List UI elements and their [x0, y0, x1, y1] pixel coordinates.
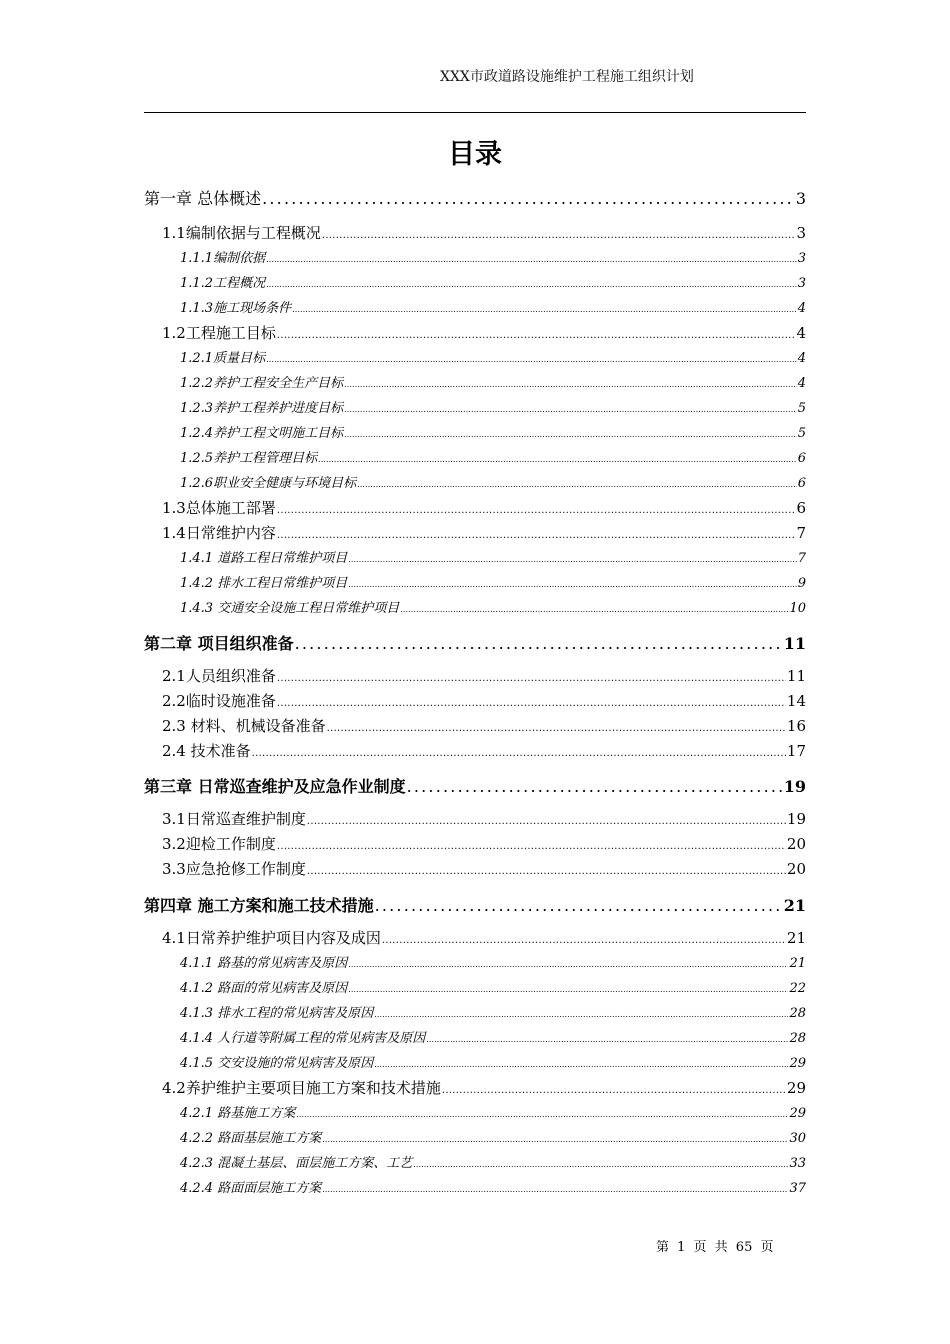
toc-dot-leader: [266, 351, 797, 366]
toc-entry[interactable]: [180, 397, 806, 416]
toc-entry-page-number: 33: [789, 1156, 806, 1171]
toc-dot-leader: [307, 810, 786, 828]
toc-entry[interactable]: [180, 547, 806, 566]
toc-entry-page-number: 14: [786, 692, 806, 710]
toc-entry[interactable]: [180, 1127, 806, 1146]
toc-entry[interactable]: [144, 186, 806, 209]
toc-entry[interactable]: [180, 247, 806, 266]
toc-entry[interactable]: [162, 322, 806, 343]
toc-entry-page-number: 7: [796, 524, 806, 542]
toc-entry-page-number: 28: [789, 1031, 806, 1046]
toc-entry-page-number: 20: [786, 860, 806, 878]
toc-entry-title: 1.2.1质量目标: [180, 351, 266, 366]
toc-entry[interactable]: [144, 893, 806, 916]
toc-entry-title: 1.4日常维护内容: [162, 524, 276, 542]
toc-entry-page-number: 19: [786, 810, 806, 828]
toc-dot-leader: [348, 981, 788, 996]
toc-entry-page-number: 3: [797, 276, 806, 291]
toc-entry-title: 4.2.3 混凝土基层、面层施工方案、工艺: [180, 1156, 413, 1171]
toc-entry-title: 1.1.1编制依据: [180, 251, 266, 266]
toc-entry-title: 4.2养护维护主要项目施工方案和技术措施: [162, 1079, 441, 1097]
toc-entry-page-number: 6: [796, 499, 806, 517]
toc-entry[interactable]: [144, 774, 806, 797]
toc-entry-page-number: 5: [797, 401, 806, 416]
toc-entry-title: 3.3应急抢修工作制度: [162, 860, 306, 878]
toc-dot-leader: [277, 835, 786, 853]
toc-entry-title: 4.1日常养护维护项目内容及成因: [162, 929, 381, 947]
toc-entry[interactable]: [162, 665, 806, 686]
toc-entry-page-number: 21: [789, 956, 806, 971]
toc-entry-page-number: 21: [786, 929, 806, 947]
toc-dot-leader: [413, 1156, 788, 1171]
toc-entry-page-number: 3: [796, 224, 806, 242]
toc-entry-title: 第一章 总体概述: [144, 189, 262, 208]
toc-dot-leader: [382, 929, 786, 947]
toc-entry[interactable]: [180, 1027, 806, 1046]
toc-entry-title: 4.2.4 路面面层施工方案: [180, 1181, 322, 1196]
toc-entry-title: 1.4.2 排水工程日常维护项目: [180, 576, 348, 591]
toc-entry-title: 2.4 技术准备: [162, 742, 251, 760]
toc-dot-leader: [344, 426, 797, 441]
toc-entry-title: 4.1.2 路面的常见病害及原因: [180, 981, 348, 996]
toc-entry-page-number: 11: [786, 667, 806, 685]
toc-entry-title: 2.1人员组织准备: [162, 667, 276, 685]
toc-entry-page-number: 22: [789, 981, 806, 996]
toc-entry-page-number: 4: [796, 324, 806, 342]
toc-entry-page-number: 29: [789, 1106, 806, 1121]
toc-dot-leader: [266, 251, 797, 266]
toc-dot-leader: [318, 451, 797, 466]
toc-entry[interactable]: [180, 1052, 806, 1071]
page-footer: 第 1 页 共 65 页: [656, 1240, 774, 1255]
toc-dot-leader: [322, 224, 796, 242]
toc-entry-title: 4.1.3 排水工程的常见病害及原因: [180, 1006, 374, 1021]
toc-dot-leader: [426, 1031, 788, 1046]
toc-entry[interactable]: [180, 1177, 806, 1196]
toc-entry-page-number: 16: [786, 717, 806, 735]
toc-dot-leader: [348, 551, 797, 566]
toc-dot-leader: [277, 324, 796, 342]
toc-entry-page-number: 3: [795, 189, 806, 208]
toc-entry-title: 1.2.2养护工程安全生产目标: [180, 376, 344, 391]
toc-entry-page-number: 4: [797, 351, 806, 366]
toc-entry-title: 1.3总体施工部署: [162, 499, 276, 517]
toc-entry-page-number: 7: [797, 551, 806, 566]
toc-entry-title: 2.3 材料、机械设备准备: [162, 717, 326, 735]
toc-entry-title: 3.2迎检工作制度: [162, 835, 276, 853]
toc-entry[interactable]: [180, 572, 806, 591]
toc-entry[interactable]: [180, 347, 806, 366]
toc-dot-leader: [322, 1181, 788, 1196]
toc-entry[interactable]: [162, 808, 806, 829]
toc-entry[interactable]: [180, 1102, 806, 1121]
toc-entry-page-number: 9: [797, 576, 806, 591]
toc-dot-leader: [292, 301, 797, 316]
toc-entry-title: 1.4.3 交通安全设施工程日常维护项目: [180, 601, 400, 616]
toc-entry-page-number: 10: [789, 601, 806, 616]
toc-entry-title: 1.2.5养护工程管理目标: [180, 451, 318, 466]
toc-entry-title: 2.2临时设施准备: [162, 692, 276, 710]
toc-dot-leader: [348, 576, 797, 591]
toc-entry-page-number: 28: [789, 1006, 806, 1021]
toc-entry-title: 1.1.2工程概况: [180, 276, 266, 291]
toc-dot-leader: [266, 276, 797, 291]
toc-dot-leader: [344, 401, 797, 416]
toc-entry[interactable]: [162, 1077, 806, 1098]
toc-dot-leader: [348, 956, 788, 971]
toc-entry-page-number: 17: [786, 742, 806, 760]
toc-entry-title: 1.1编制依据与工程概况: [162, 224, 321, 242]
toc-dot-leader: [295, 634, 783, 653]
toc-entry-page-number: 4: [797, 301, 806, 316]
toc-entry-title: 4.2.2 路面基层施工方案: [180, 1131, 322, 1146]
toc-dot-leader: [400, 601, 788, 616]
toc-entry-title: 1.2工程施工目标: [162, 324, 276, 342]
toc-entry-title: 4.2.1 路基施工方案: [180, 1106, 296, 1121]
toc-entry-page-number: 19: [783, 777, 806, 796]
toc-entry[interactable]: [180, 297, 806, 316]
toc-dot-leader: [357, 476, 797, 491]
toc-entry[interactable]: [180, 272, 806, 291]
toc-entry[interactable]: [144, 631, 806, 654]
toc-entry-page-number: 3: [797, 251, 806, 266]
toc-entry[interactable]: [162, 222, 806, 243]
toc-entry[interactable]: [180, 977, 806, 996]
toc-entry[interactable]: [180, 447, 806, 466]
toc-entry[interactable]: [180, 422, 806, 441]
toc-entry[interactable]: [180, 952, 806, 971]
toc-entry-title: 3.1日常巡查维护制度: [162, 810, 306, 828]
toc-entry[interactable]: [162, 858, 806, 879]
toc-dot-leader: [344, 376, 797, 391]
toc-entry-page-number: 37: [789, 1181, 806, 1196]
toc-dot-leader: [442, 1079, 786, 1097]
toc-entry[interactable]: [162, 715, 806, 736]
toc-entry-title: 第二章 项目组织准备: [144, 634, 294, 653]
page-title: 目录: [448, 139, 502, 170]
toc-entry-title: 1.2.3养护工程养护进度目标: [180, 401, 344, 416]
toc-entry-page-number: 5: [797, 426, 806, 441]
toc-entry-title: 1.4.1 道路工程日常维护项目: [180, 551, 348, 566]
toc-entry-title: 4.1.1 路基的常见病害及原因: [180, 956, 348, 971]
toc-dot-leader: [375, 896, 783, 915]
toc-entry[interactable]: [162, 497, 806, 518]
toc-entry-title: 第四章 施工方案和施工技术措施: [144, 896, 374, 915]
toc-dot-leader: [322, 1131, 788, 1146]
toc-entry-title: 1.2.4养护工程文明施工目标: [180, 426, 344, 441]
toc-entry[interactable]: [180, 597, 806, 616]
toc-entry-page-number: 21: [783, 896, 806, 915]
toc-dot-leader: [277, 499, 796, 517]
toc-entry-page-number: 29: [789, 1056, 806, 1071]
toc-dot-leader: [277, 524, 796, 542]
toc-dot-leader: [307, 860, 786, 878]
toc-dot-leader: [407, 777, 783, 796]
toc-entry[interactable]: [180, 1002, 806, 1021]
toc-dot-leader: [374, 1006, 788, 1021]
toc-entry-title: 1.1.3施工现场条件: [180, 301, 292, 316]
toc-entry[interactable]: [162, 740, 806, 761]
toc-entry-page-number: 11: [783, 634, 806, 653]
toc-dot-leader: [327, 717, 786, 735]
toc-dot-leader: [296, 1106, 788, 1121]
toc-entry-title: 4.1.5 交安设施的常见病害及原因: [180, 1056, 374, 1071]
toc-entry-page-number: 20: [786, 835, 806, 853]
toc-dot-leader: [252, 742, 786, 760]
toc-entry-page-number: 6: [797, 476, 806, 491]
toc-entry[interactable]: [180, 472, 806, 491]
toc-dot-leader: [374, 1056, 788, 1071]
toc-entry[interactable]: [180, 372, 806, 391]
toc-entry-page-number: 30: [789, 1131, 806, 1146]
toc-entry[interactable]: [162, 833, 806, 854]
toc-entry[interactable]: [180, 1152, 806, 1171]
toc-entry[interactable]: [162, 690, 806, 711]
running-header: XXX市政道路设施维护工程施工组织计划: [440, 69, 694, 85]
toc-dot-leader: [277, 667, 786, 685]
toc-entry-page-number: 29: [786, 1079, 806, 1097]
toc-entry[interactable]: [162, 522, 806, 543]
header-rule: [144, 112, 806, 113]
toc-entry-title: 1.2.6职业安全健康与环境目标: [180, 476, 357, 491]
toc-entry-title: 4.1.4 人行道等附属工程的常见病害及原因: [180, 1031, 426, 1046]
toc-entry-page-number: 4: [797, 376, 806, 391]
toc-entry-title: 第三章 日常巡查维护及应急作业制度: [144, 777, 406, 796]
toc-entry-page-number: 6: [797, 451, 806, 466]
toc-entry[interactable]: [162, 927, 806, 948]
toc-dot-leader: [262, 189, 795, 208]
toc-dot-leader: [277, 692, 786, 710]
